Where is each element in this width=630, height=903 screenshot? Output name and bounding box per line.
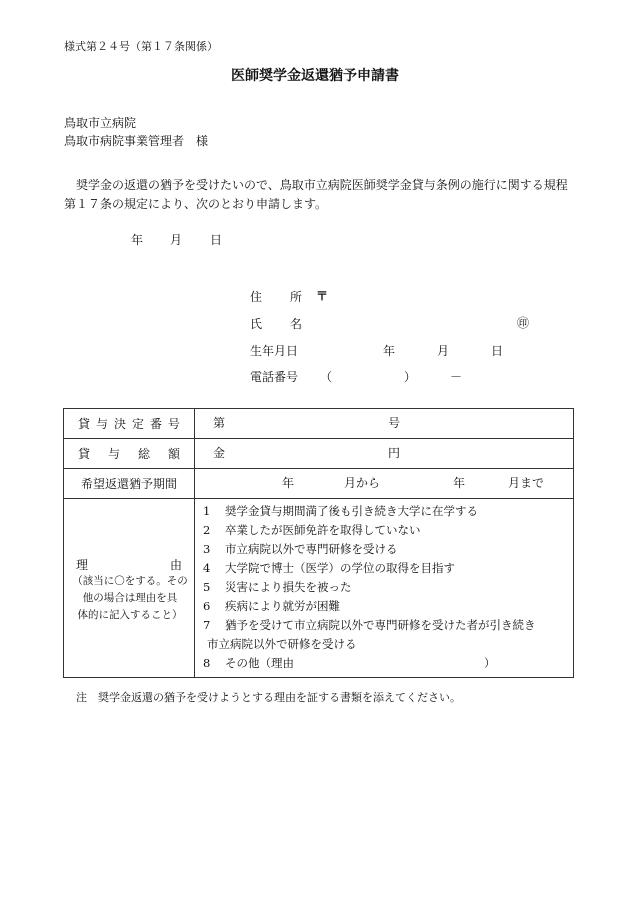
deferment-period-field[interactable] [195, 469, 574, 499]
birth-day-label: 日 [491, 344, 504, 358]
period-end-year: 年 [453, 476, 466, 490]
phone-close-paren: ） [404, 370, 417, 384]
reason-option-3[interactable] [203, 540, 573, 559]
label-char: 番 [149, 417, 162, 431]
loan-decision-number-field[interactable] [195, 409, 574, 439]
period-start-year: 年 [282, 476, 295, 490]
number-suffix: 号 [388, 416, 401, 430]
label-char: 与 [95, 417, 108, 431]
birth-month-label: 月 [437, 344, 450, 358]
reason-option-1[interactable] [203, 502, 573, 521]
reason-option-8[interactable] [203, 654, 573, 673]
reason-label-char: 理 [76, 558, 89, 572]
label-char: 総 [137, 447, 150, 461]
phone-dash: － [450, 370, 463, 384]
loan-total-amount-field[interactable] [195, 439, 574, 469]
reason-number: 3 [203, 542, 211, 556]
reason-text: 大学院で博士（医学）の学位の取得を目指す [225, 561, 455, 575]
date-year-label: 年 [131, 233, 144, 247]
number-prefix: 第 [213, 416, 226, 430]
reason-option-4[interactable] [203, 559, 573, 578]
reason-instruction-line: 他の場合は理由を具 [82, 592, 178, 604]
reason-options [195, 499, 574, 678]
address-label-2: 所 [290, 290, 303, 304]
postal-mark: 〒 [316, 289, 329, 303]
deferment-period-label-text: 希望返還猶予期間 [80, 477, 177, 491]
birth-year-label: 年 [383, 344, 396, 358]
date-month-label: 月 [170, 233, 183, 247]
document-title: 医師奨学金返還猶予申請書 [231, 68, 399, 84]
birthdate-label: 生年月日 [250, 344, 299, 358]
reason-close-paren: ） [484, 656, 496, 670]
period-start-month: 月から [344, 476, 381, 490]
label-char: 額 [167, 447, 180, 461]
label-char: 定 [131, 417, 144, 431]
label-char: 与 [107, 447, 120, 461]
reason-number: 6 [203, 599, 211, 613]
label-char: 号 [167, 417, 180, 431]
reason-option-5[interactable] [203, 578, 573, 597]
application-statement: 奨学金の返還の猶予を受けたいので、鳥取市立病院医師奨学金貸与条例の施行に関する規程第１７条の規定により、次のとおり申請します。 [64, 178, 568, 211]
phone-open-paren: （ [320, 370, 333, 384]
reason-number: 7 [203, 618, 211, 632]
reason-number: 5 [203, 580, 211, 594]
seal-mark: ㊞ [517, 316, 530, 330]
reason-text: その他（理由 [225, 656, 294, 670]
reason-instruction-line: （該当に〇をする。その [72, 575, 188, 587]
reason-text: 奨学金貸与期間満了後も引き続き大学に在学する [225, 504, 478, 518]
name-label-2: 名 [290, 317, 303, 331]
amount-suffix: 円 [388, 446, 401, 460]
date-day-label: 日 [210, 233, 223, 247]
name-label-1: 氏 [250, 317, 263, 331]
reason-label-char: 由 [169, 558, 182, 572]
form-number: 様式第２４号（第１７条関係） [64, 40, 218, 53]
label-char: 決 [113, 417, 126, 431]
address-label-1: 住 [250, 290, 263, 304]
reason-option-7[interactable] [203, 616, 573, 635]
reason-number: 8 [203, 656, 211, 670]
period-end-month: 月まで [508, 476, 545, 490]
reason-text: 市立病院以外で専門研修を受ける [225, 542, 398, 556]
application-table [63, 408, 574, 678]
reason-number: 4 [203, 561, 211, 575]
reason-text: 市立病院以外で研修を受ける [207, 637, 357, 651]
reason-text: 災害により損失を被った [225, 580, 352, 594]
reason-text: 卒業したが医師免許を取得していない [225, 523, 421, 537]
reason-instruction [68, 573, 192, 624]
label-char: 貸 [78, 417, 91, 431]
deferment-period-label [64, 469, 195, 499]
amount-prefix: 金 [213, 446, 226, 460]
label-char: 貸 [78, 447, 91, 461]
reason-text: 猶予を受けて市立病院以外で専門研修を受けた者が引き続き [225, 618, 536, 632]
addressee-hospital: 鳥取市立病院 [64, 116, 137, 130]
reason-text: 疾病により就労が困難 [225, 599, 340, 613]
reason-label-cell [64, 499, 195, 678]
loan-total-amount-label [64, 439, 195, 469]
loan-decision-number-label [64, 409, 195, 439]
reason-number: 1 [203, 504, 211, 518]
reason-option-2[interactable] [203, 521, 573, 540]
addressee-manager: 鳥取市病院事業管理者 様 [64, 134, 209, 148]
reason-instruction-line: 体的に記入すること） [77, 609, 183, 621]
reason-option-7-continued [203, 635, 573, 654]
footnote: 注 奨学金返還の猶予を受けようとする理由を証する書類を添えてください。 [76, 691, 461, 704]
phone-label: 電話番号 [250, 370, 299, 384]
reason-number: 2 [203, 523, 211, 537]
reason-option-6[interactable] [203, 597, 573, 616]
